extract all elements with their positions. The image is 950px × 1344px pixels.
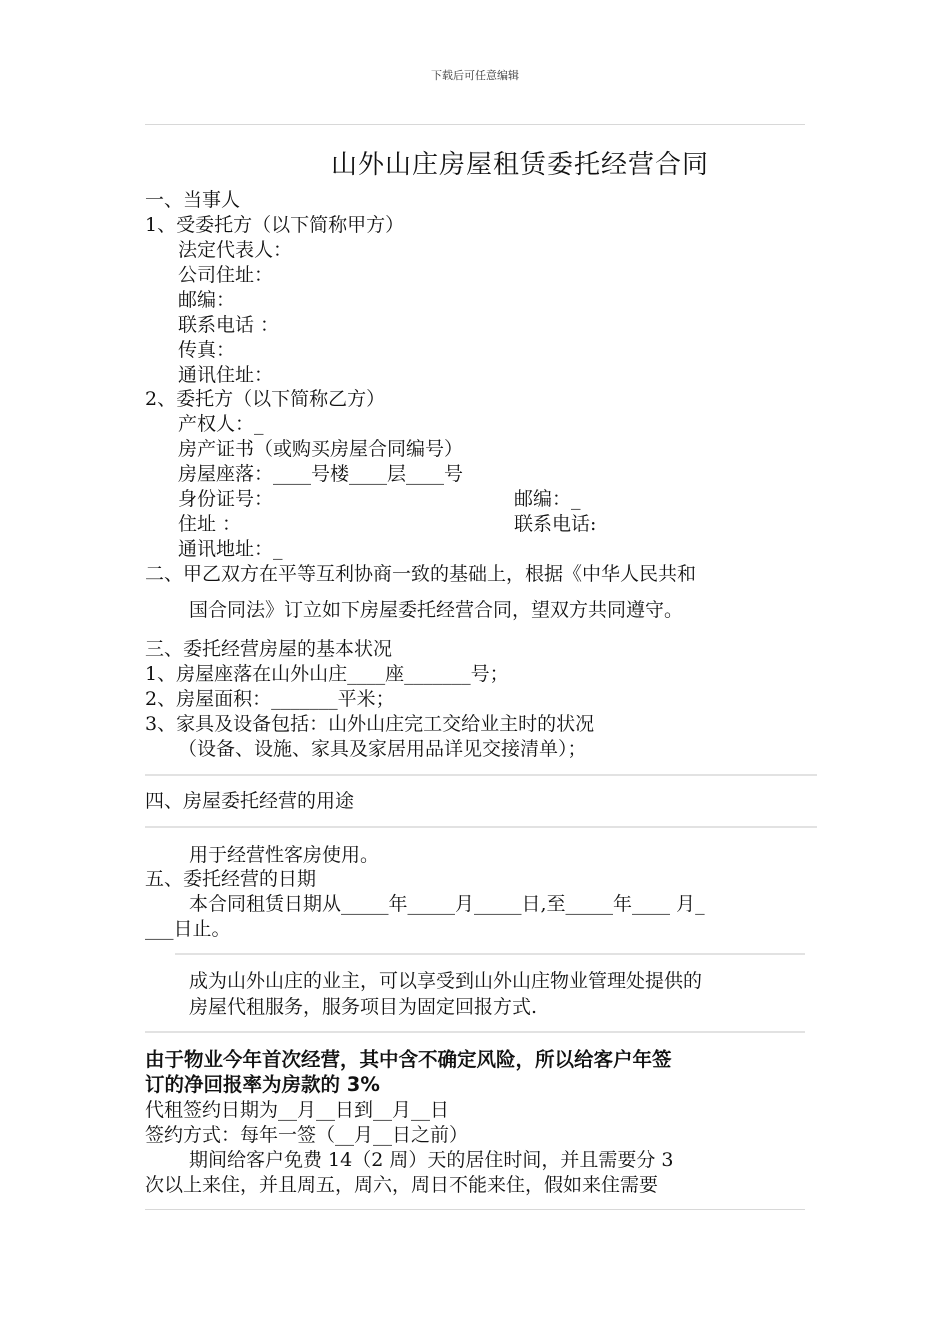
number-blank: ____: [406, 463, 445, 485]
item-2-blank: _______: [271, 688, 338, 710]
party-b-owner: 产权人：_: [178, 413, 264, 435]
divider: [145, 1031, 805, 1033]
section-2-line-1: 二、甲乙双方在平等互利协商一致的基础上，根据《中华人民共和: [145, 563, 697, 585]
divider: [145, 826, 817, 828]
section-5-end: ___日止。: [145, 918, 231, 940]
party-b-certificate: 房产证书（或购买房屋合同编号）: [178, 438, 464, 460]
party-b-address: 住址 ：: [178, 513, 242, 535]
party-b-location: [178, 461, 463, 487]
section-3-item-2: [145, 686, 395, 712]
free-stay-line-1: 期间给客户免费 14（2 周）天的居住时间，并且需要分 3: [189, 1149, 674, 1171]
party-b-heading: 2、委托方（以下简称乙方）: [145, 388, 386, 410]
service-line-2: 房屋代租服务，服务项目为固定回报方式.: [189, 996, 538, 1018]
party-a-fax: 传真：: [178, 339, 236, 361]
floor-label: 层: [387, 463, 407, 485]
party-a-heading: 1、受委托方（以下简称甲方）: [145, 214, 405, 236]
party-a-address: 公司住址：: [178, 264, 274, 286]
building-blank: ____: [273, 463, 312, 485]
item-2-label: 2、房屋面积：: [145, 688, 272, 710]
page-title: 山外山庄房屋租赁委托经营合同: [330, 150, 709, 180]
item-1-label: 1、房屋座落在山外山庄: [145, 663, 348, 685]
number-label: 号: [444, 463, 464, 485]
party-a-mail-address: 通讯住址：: [178, 364, 274, 386]
header-note: 下载后可任意编辑: [431, 69, 519, 82]
divider: [145, 774, 817, 776]
section-3-item-3: 3、家具及设备包括：山外山庄完工交给业主时的状况: [145, 713, 595, 735]
section-3-item-1: [145, 661, 509, 687]
section-3-heading: 三、委托经营房屋的基本状况: [145, 638, 393, 660]
section-3-item-3-note: （设备、设施、家具及家居用品详见交接清单）；: [178, 738, 587, 760]
sign-date: 代租签约日期为__月__日到__月__日: [145, 1099, 450, 1121]
section-5-body: 本合同租赁日期从_____年_____月_____日,至_____年____ 月_: [189, 893, 705, 915]
free-stay-line-2: 次以上来住，并且周五，周六，周日不能来住，假如来住需要: [145, 1174, 659, 1196]
party-b-zip: 邮编：_: [514, 488, 581, 510]
section-4-heading: 四、房屋委托经营的用途: [145, 790, 355, 812]
return-rate-line-2: 订的净回报率为房款的 3%: [145, 1073, 380, 1096]
party-b-mail-address: 通讯地址：_: [178, 538, 283, 560]
location-label: 房屋座落：: [178, 463, 274, 485]
item-2-suffix: 平米；: [337, 688, 395, 710]
item-1-blank: ____座_______: [347, 663, 471, 685]
section-5-heading: 五、委托经营的日期: [145, 868, 317, 890]
footer-divider: [145, 1209, 805, 1210]
building-label: 号楼: [311, 463, 350, 485]
section-1-heading: 一、当事人: [145, 189, 241, 211]
item-1-suffix: 号；: [470, 663, 509, 685]
return-rate-line-1: 由于物业今年首次经营，其中含不确定风险，所以给客户年签: [145, 1048, 672, 1071]
floor-blank: ____: [349, 463, 388, 485]
service-line-1: 成为山外山庄的业主，可以享受到山外山庄物业管理处提供的: [189, 970, 703, 992]
party-b-id: 身份证号：: [178, 488, 274, 510]
sign-method: 签约方式：每年一签（__月__日之前）: [145, 1124, 469, 1146]
party-a-rep: 法定代表人：: [178, 239, 293, 261]
section-4-body: 用于经营性客房使用。: [189, 844, 380, 866]
party-a-phone: 联系电话 ：: [178, 314, 280, 336]
party-a-zip: 邮编：: [178, 289, 236, 311]
party-b-phone: 联系电话:: [514, 513, 597, 535]
divider: [175, 953, 805, 955]
section-2-line-2: 国合同法》订立如下房屋委托经营合同，望双方共同遵守。: [189, 599, 684, 621]
header-divider: [145, 124, 805, 125]
